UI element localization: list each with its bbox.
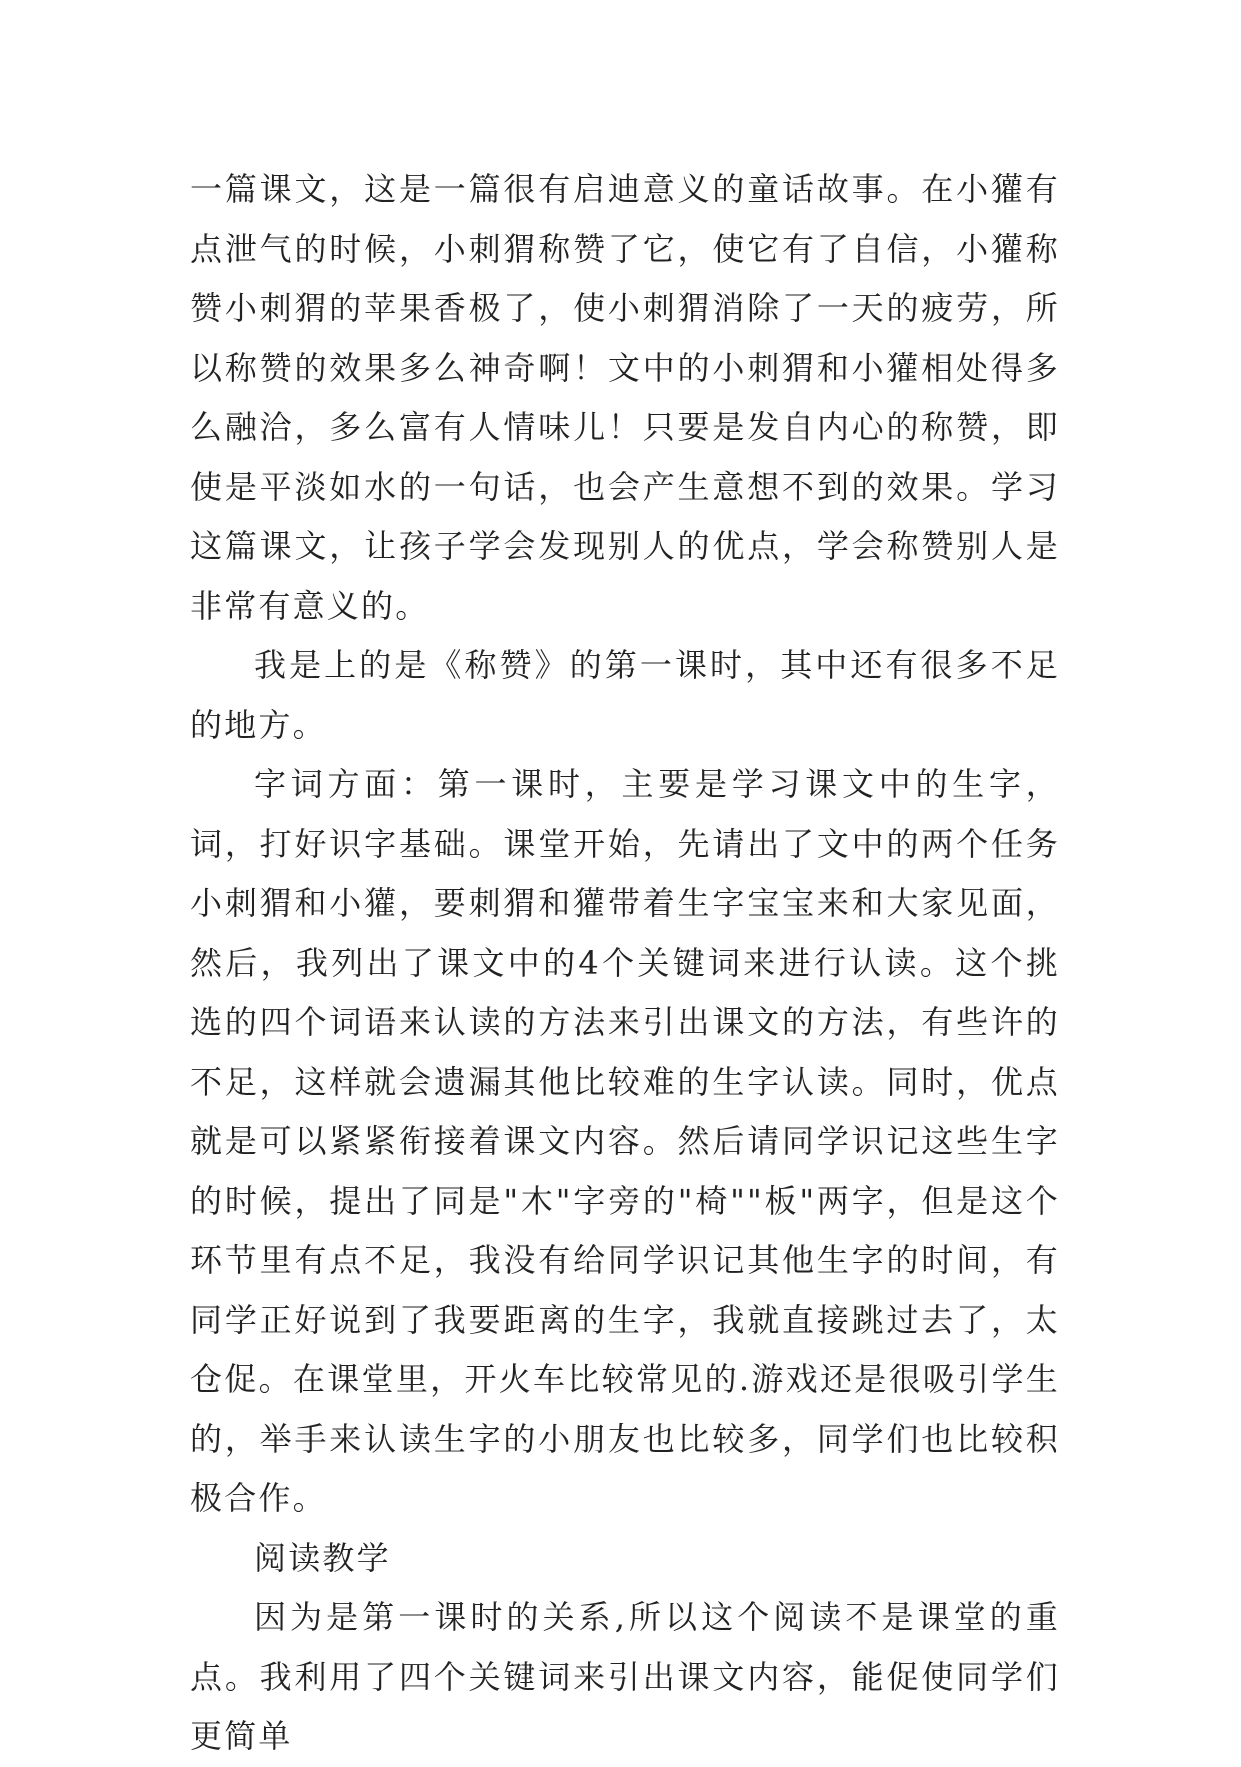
paragraph-reading: 因为是第一课时的关系,所以这个阅读不是课堂的重点。我利用了四个关键词来引出课文内容，能促使同学们更简单 — [190, 1598, 1060, 1755]
paragraph-intro: 一篇课文，这是一篇很有启迪意义的童话故事。在小獾有点泄气的时候，小刺猬称赞了它，使它有了自信，小獾称赞小刺猬的苹果香极了，使小刺猬消除了一天的疲劳，所以称赞的效果多么神奇啊！文中的小刺猬和小獾相处得多么融洽，多么富有人情味儿！只要是发自内心的称赞，即使是平淡如水的一句话，也会产生意想不到的效果。学习这篇课文，让孩子学会发现别人的优点，学会称赞别人是非常有意义的。 — [190, 170, 1060, 625]
paragraph-vocabulary: 字词方面：第一课时，主要是学习课文中的生字，词，打好识字基础。课堂开始，先请出了文中的两个任务小刺猬和小獾，要刺猬和獾带着生字宝宝来和大家见面，然后，我列出了课文中的4个关键词来进行认读。这个挑选的四个词语来认读的方法来引出课文的方法，有些许的不足，这样就会遗漏其他比较难的生字认读。同时，优点就是可以紧紧衔接着课文内容。然后请同学识记这些生字的时候，提出了同是"木"字旁的"椅""板"两字，但是这个环节里有点不足，我没有给同学识记其他生字的时间，有同学正好说到了我要距离的生字，我就直接跳过去了，太仓促。在课堂里，开火车比较常见的.游戏还是很吸引学生的，举手来认读生字的小朋友也比较多，同学们也比较积极合作。 — [190, 765, 1060, 1517]
paragraph-lesson-statement: 我是上的是《称赞》的第一课时，其中还有很多不足的地方。 — [190, 646, 1060, 744]
document-body — [190, 160, 1060, 1767]
heading-reading-teaching: 阅读教学 — [254, 1538, 391, 1577]
